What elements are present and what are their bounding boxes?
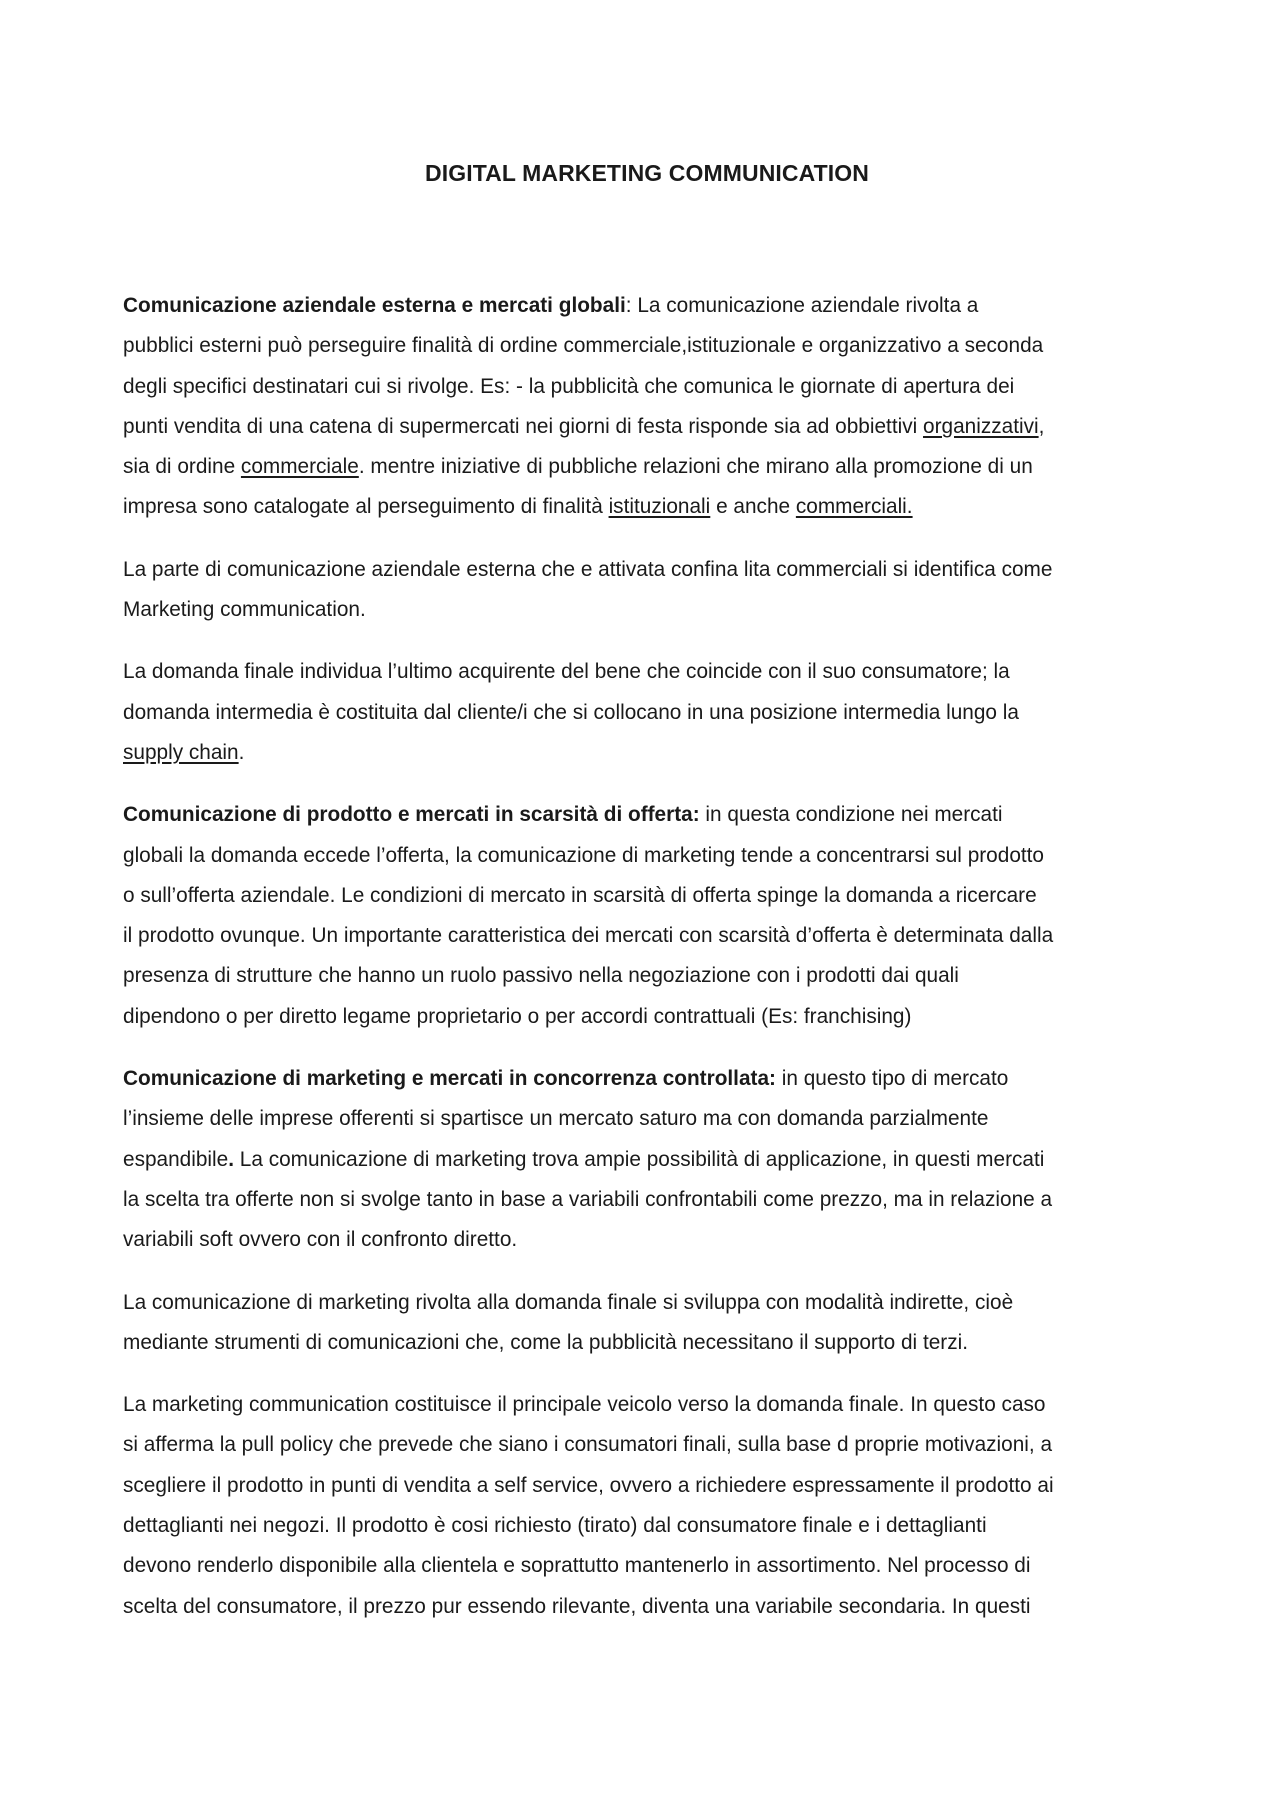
text-line (123, 286, 1171, 326)
text-run: La comunicazione di marketing trova ampie possibilità di applicazione, in questi mercati (234, 1147, 1045, 1171)
text-line (123, 795, 1171, 835)
text-run: variabili soft ovvero con il confronto diretto. (123, 1228, 518, 1252)
paragraph (123, 1059, 1171, 1260)
text-run: il prodotto ovunque. Un importante caratteristica dei mercati con scarsità d’offerta è determinata dalla (123, 924, 1054, 948)
text-line (123, 1220, 1171, 1260)
text-run: : La comunicazione aziendale rivolta a (625, 294, 979, 317)
text-line (123, 956, 1171, 996)
text-line (123, 367, 1171, 407)
paragraph (123, 550, 1171, 631)
text-line (123, 997, 1171, 1037)
text-line (123, 652, 1171, 692)
text-run: Marketing communication. (123, 598, 366, 622)
text-run: presenza di strutture che hanno un ruolo passivo nella negoziazione con i prodotti dai quali (123, 964, 959, 988)
underlined-term: commerciale (240, 455, 359, 479)
text-line (123, 1059, 1171, 1099)
paragraph (123, 1385, 1171, 1627)
text-line (123, 550, 1171, 590)
text-run: , (1038, 414, 1045, 438)
text-line (123, 1546, 1171, 1586)
document-title: DIGITAL MARKETING COMMUNICATION (425, 160, 869, 186)
underlined-term: istituzionali (608, 495, 711, 519)
text-run: mediante strumenti di comunicazioni che, come la pubblicità necessitano il supporto di terzi. (123, 1330, 969, 1354)
text-line (123, 1140, 1171, 1180)
text-line (123, 876, 1171, 916)
text-run: punti vendita di una catena di supermercati nei giorni di festa risponde sia ad obbiettivi (123, 414, 924, 438)
text-line (123, 1180, 1171, 1220)
text-run: sia di ordine (123, 455, 241, 479)
underlined-term: organizzativi (923, 414, 1039, 438)
bold-heading-run: . (228, 1147, 235, 1171)
text-line (123, 590, 1171, 630)
text-run: . (238, 740, 245, 764)
text-run: pubblici esterni può perseguire finalità di ordine commerciale,istituzionale e organizzativo a seconda (123, 334, 1044, 358)
text-line (123, 487, 1171, 527)
text-line (123, 1385, 1171, 1425)
underlined-term: commerciali. (795, 495, 913, 519)
text-run: scegliere il prodotto in punti di vendita a self service, ovvero a richiedere espressamente il prodotto ai (123, 1473, 1054, 1497)
text-run: La domanda finale individua l’ultimo acquirente del bene che coincide con il suo consumatore; la (123, 660, 1010, 684)
text-line (123, 326, 1171, 366)
text-run: . mentre iniziative di pubbliche relazioni che mirano alla promozione di un (358, 455, 1033, 479)
paragraph (123, 795, 1171, 1037)
text-run: impresa sono catalogate al perseguimento di finalità (123, 495, 609, 519)
text-line (123, 447, 1171, 487)
paragraph (123, 286, 1171, 528)
text-run: globali la domanda eccede l’offerta, la comunicazione di marketing tende a concentrarsi sul prodotto (123, 843, 1045, 867)
text-line (123, 1099, 1171, 1139)
text-run: l’insieme delle imprese offerenti si spartisce un mercato saturo ma con domanda parzialmente (123, 1107, 989, 1131)
text-line (123, 407, 1171, 447)
paragraph (123, 1283, 1171, 1364)
text-run: degli specifici destinatari cui si rivolge. Es: - la pubblicità che comunica le giornate di apertura dei (123, 374, 1015, 398)
text-line (123, 1466, 1171, 1506)
bold-heading-run: Comunicazione di marketing e mercati in concorrenza controllata: (123, 1067, 776, 1091)
paragraph (123, 652, 1171, 773)
text-run: la scelta tra offerte non si svolge tanto in base a variabili confrontabili come prezzo, ma in relazione a (123, 1187, 1053, 1211)
bold-heading-run: Comunicazione di prodotto e mercati in scarsità di offerta: (123, 803, 700, 827)
text-run: La parte di comunicazione aziendale esterna che e attivata confina lita commerciali si identifica come (123, 557, 1053, 581)
text-line (123, 916, 1171, 956)
text-run: scelta del consumatore, il prezzo pur essendo rilevante, diventa una variabile secondaria. In questi (123, 1594, 1031, 1618)
text-run: dettaglianti nei negozi. Il prodotto è cosi richiesto (tirato) dal consumatore finale e i dettaglianti (123, 1514, 987, 1538)
text-line (123, 1506, 1171, 1546)
text-run: e anche (710, 495, 796, 519)
underlined-term: supply chain (123, 740, 239, 764)
text-run: domanda intermedia è costituita dal cliente/i che si collocano in una posizione intermedia lungo la (123, 700, 1019, 724)
text-line (123, 836, 1171, 876)
text-run: dipendono o per diretto legame proprietario o per accordi contrattuali (Es: franchising) (123, 1004, 912, 1028)
text-line (123, 1283, 1171, 1323)
text-run: La comunicazione di marketing rivolta alla domanda finale si sviluppa con modalità indirette, cioè (123, 1290, 1014, 1314)
text-run: espandibile (123, 1147, 229, 1171)
text-line (123, 1323, 1171, 1363)
bold-heading-run: Comunicazione aziendale esterna e mercati globali (123, 294, 626, 317)
text-line (123, 733, 1171, 773)
text-run: devono renderlo disponibile alla clientela e soprattutto mantenerlo in assortimento. Nel processo di (123, 1554, 1031, 1578)
text-line (123, 693, 1171, 733)
text-line (123, 1425, 1171, 1465)
text-run: in questo tipo di mercato (775, 1067, 1009, 1091)
text-run: si afferma la pull policy che prevede che siano i consumatori finali, sulla base d proprie motivazioni, a (123, 1433, 1053, 1457)
document-body (123, 286, 1171, 1649)
text-line (123, 1587, 1171, 1627)
text-run: o sull’offerta aziendale. Le condizioni di mercato in scarsità di offerta spinge la domanda a ricercare (123, 883, 1037, 907)
text-run: in questa condizione nei mercati (699, 803, 1003, 827)
text-run: La marketing communication costituisce il principale veicolo verso la domanda finale. In questo caso (123, 1393, 1046, 1417)
